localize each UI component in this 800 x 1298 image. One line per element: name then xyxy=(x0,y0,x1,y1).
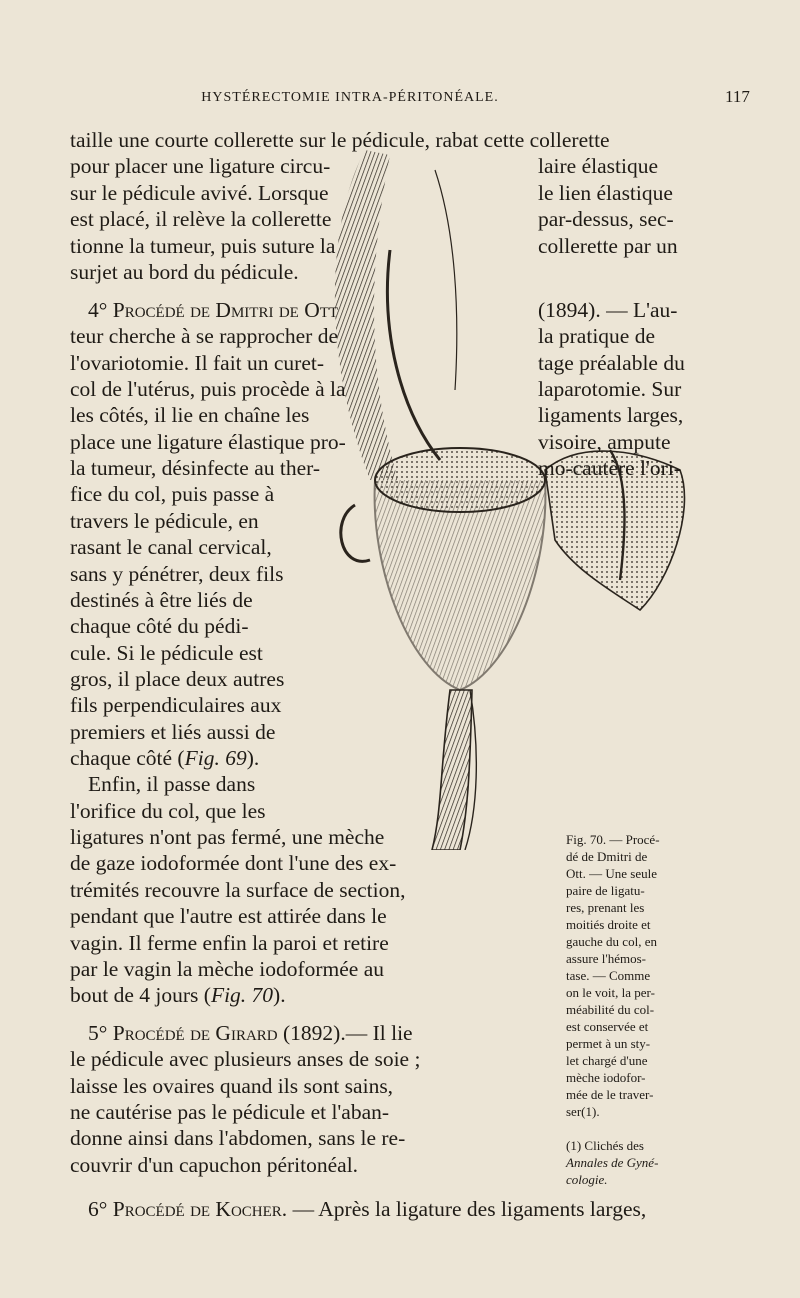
caption-line: on le voit, la per- xyxy=(566,985,655,1000)
text-line: est placé, il relève la collerette xyxy=(70,207,332,231)
section-title: Procédé de Dmitri de Ott xyxy=(112,298,339,322)
text-line: ligaments larges, xyxy=(538,403,684,427)
text-line: par le vagin la mèche iodoformée au xyxy=(70,957,384,981)
footnote-source: cologie. xyxy=(566,1172,608,1187)
vessel-line xyxy=(435,170,457,390)
text-line: ne cautérise pas le pédicule et l'aban- xyxy=(70,1100,390,1124)
text-line: la pratique de xyxy=(538,324,656,348)
figure-caption-first-line xyxy=(566,832,660,848)
text-line: fils perpendiculaires aux xyxy=(70,693,282,717)
figure-ref-69: Fig. 69 xyxy=(184,746,247,770)
text-line: sur le pédicule avivé. Lorsque xyxy=(70,181,329,205)
text-line: l'ovariotomie. Il fait un curet- xyxy=(70,351,325,375)
text-line: le lien élastique xyxy=(538,181,673,205)
section-text: (1892).— Il lie xyxy=(283,1021,413,1045)
section-text: — Après la ligature des ligaments larges, xyxy=(292,1197,647,1221)
text-line: taille une courte collerette sur le pédicule, rabat cette collerette xyxy=(70,128,610,152)
text-line: (1894). — L'au- xyxy=(538,298,678,322)
caption-line: Ott. — Une seule xyxy=(566,866,657,881)
text-line: destinés à être liés de xyxy=(70,588,253,612)
caption-line: méabilité du col- xyxy=(566,1002,655,1017)
text-line: col de l'utérus, puis procède à la xyxy=(70,377,346,401)
text-line: vagin. Il ferme enfin la paroi et retire xyxy=(70,931,389,955)
caption-line: res, prenant les xyxy=(566,900,645,915)
section-number: 6° xyxy=(88,1197,108,1221)
text-line: le pédicule avec plusieurs anses de soie ; xyxy=(70,1047,421,1071)
caption-line: let chargé d'une xyxy=(566,1053,648,1068)
text-line xyxy=(70,982,286,1008)
caption-line: gauche du col, en xyxy=(566,934,657,949)
text-fragment: ). xyxy=(273,983,286,1007)
text-line: l'orifice du col, que les xyxy=(70,799,266,823)
section-title: Procédé de Kocher. xyxy=(112,1197,288,1221)
section-heading-kocher xyxy=(88,1196,646,1222)
text-line: surjet au bord du pédicule. xyxy=(70,260,299,284)
footnote-source: Annales de Gyné- xyxy=(566,1155,659,1170)
text-fragment: ). xyxy=(246,746,260,770)
text-line xyxy=(70,745,259,771)
text-line: sans y pénétrer, deux fils xyxy=(70,562,284,586)
text-line: tionne la tumeur, puis suture la xyxy=(70,234,336,258)
caption-line: mée de le traver- xyxy=(566,1087,654,1102)
text-line: mo-cautère l'ori- xyxy=(538,456,681,480)
figure-label: Fig. 70. xyxy=(566,832,607,847)
text-line: de gaze iodoformée dont l'une des ex- xyxy=(70,851,397,875)
text-line: pour placer une ligature circu- xyxy=(70,154,331,178)
text-line: laisse les ovaires quand ils sont sains, xyxy=(70,1074,394,1098)
caption-line: est conservée et xyxy=(566,1019,649,1034)
text-line: pendant que l'autre est attirée dans le xyxy=(70,904,387,928)
section-number: 5° xyxy=(88,1021,108,1045)
text-fragment: chaque côté ( xyxy=(70,746,185,770)
left-ligature-knot xyxy=(341,505,370,561)
text-line: les côtés, il lie en chaîne les xyxy=(70,403,310,427)
section-title: Procédé de Girard xyxy=(112,1021,278,1045)
text-line: la tumeur, désinfecte au ther- xyxy=(70,456,321,480)
text-line: rasant le canal cervical, xyxy=(70,535,272,559)
text-line: cule. Si le pédicule est xyxy=(70,641,263,665)
caption-line: permet à un sty- xyxy=(566,1036,651,1051)
section-heading-ott xyxy=(88,297,338,323)
text-line: fice du col, puis passe à xyxy=(70,482,275,506)
page-number: 117 xyxy=(725,87,750,106)
elastic-ligature-upper xyxy=(387,250,440,460)
text-line: ligatures n'ont pas fermé, une mèche xyxy=(70,825,385,849)
caption-text: — Procé- xyxy=(609,832,660,847)
section-number: 4° xyxy=(88,298,108,322)
text-line: place une ligature élastique pro- xyxy=(70,430,346,454)
figure-ref-70: Fig. 70 xyxy=(210,983,274,1007)
text-line: par-dessus, sec- xyxy=(538,207,674,231)
caption-line: paire de ligatu- xyxy=(566,883,645,898)
caption-line: dé de Dmitri de xyxy=(566,849,648,864)
text-line: laparotomie. Sur xyxy=(538,377,682,401)
caption-line: assure l'hémos- xyxy=(566,951,646,966)
running-head: HYSTÉRECTOMIE INTRA-PÉRITONÉALE. xyxy=(201,90,499,105)
text-line: laire élastique xyxy=(538,154,658,178)
text-fragment: bout de 4 jours ( xyxy=(70,983,211,1007)
caption-line: ser(1). xyxy=(566,1104,600,1119)
caption-line: tase. — Comme xyxy=(566,968,651,983)
text-line: tage préalable du xyxy=(538,351,685,375)
text-line: visoire, ampute xyxy=(538,430,671,454)
text-line: travers le pédicule, en xyxy=(70,509,259,533)
text-line: teur cherche à se rapprocher de xyxy=(70,324,338,348)
caption-line: moitiés droite et xyxy=(566,917,651,932)
section-heading-girard xyxy=(88,1020,413,1046)
iodoform-gauze-wick xyxy=(432,690,472,850)
caption-line: mèche iodofor- xyxy=(566,1070,646,1085)
footnote: (1) Clichés des xyxy=(566,1138,644,1153)
text-line: trémités recouvre la surface de section, xyxy=(70,878,406,902)
text-line: Enfin, il passe dans xyxy=(88,772,256,796)
text-line: gros, il place deux autres xyxy=(70,667,285,691)
text-line: premiers et liés aussi de xyxy=(70,720,276,744)
text-line: couvrir d'un capuchon péritonéal. xyxy=(70,1153,359,1177)
text-line: donne ainsi dans l'abdomen, sans le re- xyxy=(70,1126,406,1150)
text-line: collerette par un xyxy=(538,234,678,258)
cervix-stump xyxy=(375,480,546,690)
text-line: chaque côté du pédi- xyxy=(70,614,249,638)
